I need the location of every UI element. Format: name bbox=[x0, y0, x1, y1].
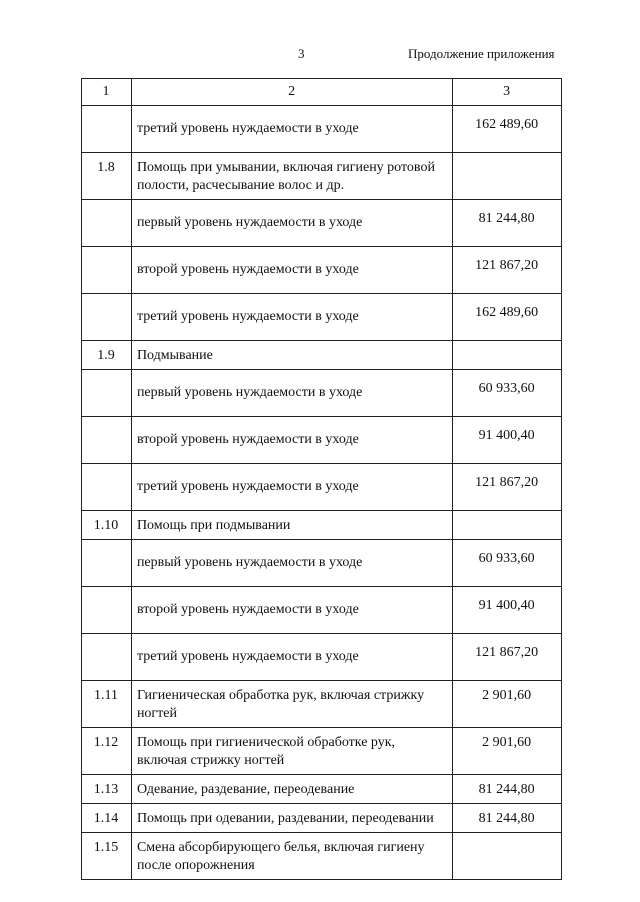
description-cell: Помощь при умывании, включая гигиену ротовой полости, расчесывание волос и др. bbox=[131, 153, 452, 200]
table-row bbox=[82, 634, 562, 681]
value-cell bbox=[453, 153, 562, 200]
row-number-cell bbox=[82, 417, 132, 464]
value-cell: 81 244,80 bbox=[453, 200, 562, 247]
description-cell: Помощь при одевании, раздевании, переодевании bbox=[131, 804, 452, 833]
column-header: 3 bbox=[453, 79, 562, 106]
column-header: 1 bbox=[82, 79, 132, 106]
value-cell: 81 244,80 bbox=[453, 775, 562, 804]
continuation-note: Продолжение приложения bbox=[408, 46, 555, 61]
table-row bbox=[82, 804, 562, 833]
description-cell: Смена абсорбирующего белья, включая гигиену после опорожнения bbox=[131, 833, 452, 880]
value-cell: 121 867,20 bbox=[453, 464, 562, 511]
value-cell: 2 901,60 bbox=[453, 728, 562, 775]
value-cell: 121 867,20 bbox=[453, 247, 562, 294]
value-cell bbox=[453, 341, 562, 370]
value-cell: 91 400,40 bbox=[453, 587, 562, 634]
description-cell: второй уровень нуждаемости в уходе bbox=[131, 417, 452, 464]
value-cell: 81 244,80 bbox=[453, 804, 562, 833]
row-number-cell: 1.8 bbox=[82, 153, 132, 200]
table-row bbox=[82, 775, 562, 804]
table-row bbox=[82, 728, 562, 775]
description-cell: второй уровень нуждаемости в уходе bbox=[131, 587, 452, 634]
value-cell: 162 489,60 bbox=[453, 106, 562, 153]
table-row bbox=[82, 341, 562, 370]
table-row bbox=[82, 833, 562, 880]
description-cell: первый уровень нуждаемости в уходе bbox=[131, 370, 452, 417]
value-cell bbox=[453, 511, 562, 540]
value-cell: 121 867,20 bbox=[453, 634, 562, 681]
table-row bbox=[82, 464, 562, 511]
value-cell: 2 901,60 bbox=[453, 681, 562, 728]
value-cell: 60 933,60 bbox=[453, 370, 562, 417]
value-cell: 162 489,60 bbox=[453, 294, 562, 341]
description-cell: третий уровень нуждаемости в уходе bbox=[131, 464, 452, 511]
description-cell: Подмывание bbox=[131, 341, 452, 370]
row-number-cell bbox=[82, 587, 132, 634]
table-body bbox=[82, 106, 562, 880]
column-header: 2 bbox=[131, 79, 452, 106]
row-number-cell bbox=[82, 634, 132, 681]
description-cell: Одевание, раздевание, переодевание bbox=[131, 775, 452, 804]
row-number-cell bbox=[82, 294, 132, 341]
description-cell: третий уровень нуждаемости в уходе bbox=[131, 106, 452, 153]
table-row bbox=[82, 417, 562, 464]
row-number-cell: 1.10 bbox=[82, 511, 132, 540]
table-row bbox=[82, 247, 562, 294]
row-number-cell: 1.12 bbox=[82, 728, 132, 775]
table-row bbox=[82, 540, 562, 587]
table-row bbox=[82, 370, 562, 417]
table-row bbox=[82, 681, 562, 728]
row-number-cell bbox=[82, 106, 132, 153]
row-number-cell: 1.15 bbox=[82, 833, 132, 880]
table-header-row bbox=[82, 79, 562, 106]
table-row bbox=[82, 511, 562, 540]
value-cell bbox=[453, 833, 562, 880]
description-cell: третий уровень нуждаемости в уходе bbox=[131, 634, 452, 681]
row-number-cell bbox=[82, 200, 132, 247]
description-cell: третий уровень нуждаемости в уходе bbox=[131, 294, 452, 341]
page-number: 3 bbox=[298, 46, 305, 61]
table-row bbox=[82, 106, 562, 153]
row-number-cell: 1.14 bbox=[82, 804, 132, 833]
description-cell: первый уровень нуждаемости в уходе bbox=[131, 540, 452, 587]
row-number-cell: 1.9 bbox=[82, 341, 132, 370]
row-number-cell bbox=[82, 370, 132, 417]
description-cell: первый уровень нуждаемости в уходе bbox=[131, 200, 452, 247]
description-cell: второй уровень нуждаемости в уходе bbox=[131, 247, 452, 294]
value-cell: 60 933,60 bbox=[453, 540, 562, 587]
row-number-cell bbox=[82, 540, 132, 587]
row-number-cell bbox=[82, 247, 132, 294]
table-row bbox=[82, 294, 562, 341]
value-cell: 91 400,40 bbox=[453, 417, 562, 464]
row-number-cell: 1.13 bbox=[82, 775, 132, 804]
description-cell: Помощь при подмывании bbox=[131, 511, 452, 540]
description-cell: Гигиеническая обработка рук, включая стрижку ногтей bbox=[131, 681, 452, 728]
table-row bbox=[82, 153, 562, 200]
table-row bbox=[82, 200, 562, 247]
table-row bbox=[82, 587, 562, 634]
row-number-cell bbox=[82, 464, 132, 511]
description-cell: Помощь при гигиенической обработке рук, включая стрижку ногтей bbox=[131, 728, 452, 775]
row-number-cell: 1.11 bbox=[82, 681, 132, 728]
tariff-table bbox=[81, 78, 562, 880]
